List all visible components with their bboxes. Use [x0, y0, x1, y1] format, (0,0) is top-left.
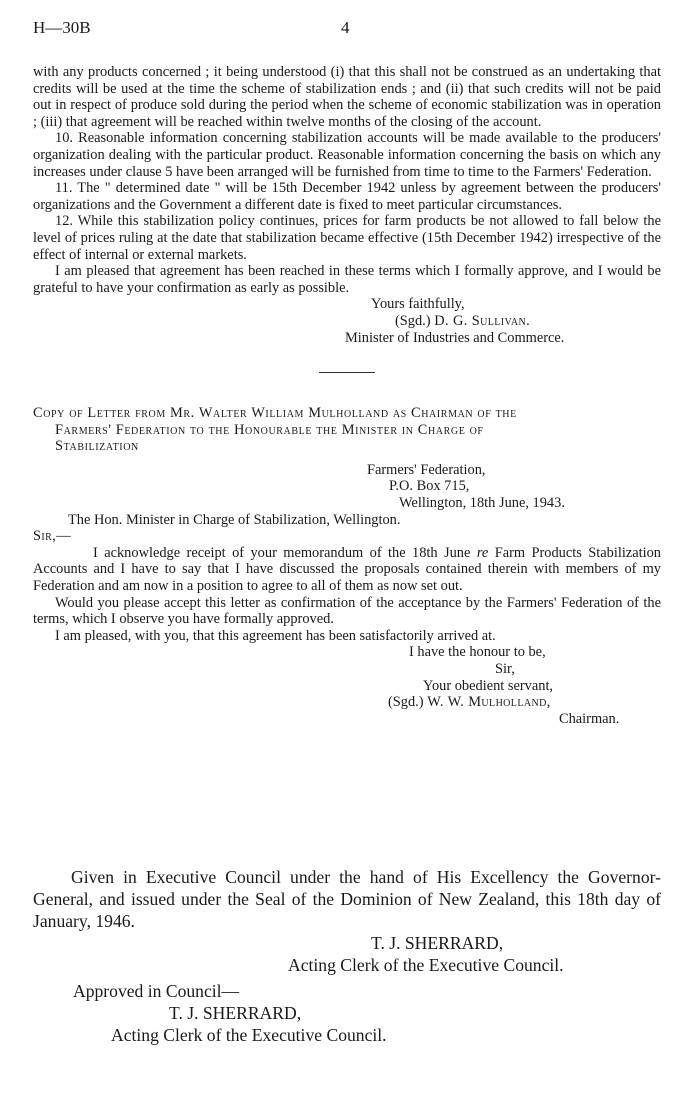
paragraph-11: 11. The " determined date " will be 15th December 1942 unless by agreement between the producers' organizations and the Government a different date is fixed to meet particular circumstances. — [33, 180, 661, 213]
letter2-paragraph-1-end: Farm Products Stabilization Accounts and I have to say that I have discussed the proposals contained therein with members of my Federation and am now in a position to agree to all of them as now set out. — [33, 544, 662, 595]
section-divider — [319, 372, 375, 373]
address-line-1: Farmers' Federation, — [367, 461, 486, 478]
letter2-paragraph-3: I am pleased, with you, that this agreement has been satisfactorily arrived at. — [55, 627, 496, 644]
letter-heading-line-2: Farmers' Federation to the Honourable the Minister in Charge of — [55, 421, 484, 438]
closing-sgd-label: (Sgd.) — [388, 694, 424, 711]
paragraph-12: 12. While this stabilization policy continues, prices for farm products be not allowed to fall below the level of prices ruling at the date that stabilization became effective (15th December 1942) irrespective of the effect of internal or external markets. — [33, 213, 661, 263]
salutation: Sir,— — [33, 528, 71, 545]
signatory-title: Minister of Industries and Commerce. — [345, 329, 565, 346]
document-body — [33, 64, 661, 727]
signature-line — [33, 313, 661, 330]
clerk-name-2: T. J. SHERRARD, — [169, 1003, 302, 1023]
recipient-line: The Hon. Minister in Charge of Stabilization, Wellington. — [68, 511, 401, 528]
address-line-2: P.O. Box 715, — [389, 478, 470, 495]
signatory-name: D. G. Sullivan. — [434, 312, 531, 329]
page-number: 4 — [341, 18, 350, 37]
clerk-title-1: Acting Clerk of the Executive Council. — [288, 955, 564, 975]
executive-council-section — [33, 866, 661, 1046]
letter2-paragraph-1 — [33, 545, 661, 595]
paragraph-approval: I am pleased that agreement has been reached in these terms which I formally approve, and I would be grateful to have your confirmation as early as possible. — [33, 263, 661, 296]
letter2-paragraph-2: Would you please accept this letter as confirmation of the acceptance by the Farmers' Federation of the terms, which I observe you have formally approved. — [33, 594, 661, 628]
sgd-label: (Sgd.) — [395, 312, 431, 329]
paragraph-10: 10. Reasonable information concerning stabilization accounts will be made available to the producers' organization dealing with the particular product. Reasonable information concerning the basis on which any increases under clause 5 have been arranged will be furnished from time to time to the Farmers' Federation. — [33, 130, 661, 180]
closing-line-1: I have the honour to be, — [409, 644, 546, 661]
paragraph-continuation: with any products concerned ; it being understood (i) that this shall not be construed as an undertaking that credits will be used at the time the scheme of stabilization ends ; and (ii) that such credits will not be paid out in respect of produce sold during the period when the scheme of economic stabilization was in operation ; (iii) that agreement will be reached within twelve months of the closing of the account. — [33, 64, 661, 130]
letter-heading-line-1: Copy of Letter from Mr. Walter William Mulholland as Chairman of the — [33, 405, 517, 422]
closing-line-3: Your obedient servant, — [423, 677, 554, 694]
closing-signature — [33, 694, 661, 711]
clerk-name-1: T. J. SHERRARD, — [371, 933, 504, 953]
given-paragraph: Given in Executive Council under the hand of His Excellency the Governor-General, and issued under the Seal of the Dominion of New Zealand, this 18th day of January, 1946. — [33, 867, 661, 931]
closing-signatory-title: Chairman. — [559, 710, 620, 727]
letter-heading-line-3: Stabilization — [55, 438, 139, 455]
re-word: re — [476, 544, 489, 561]
approved-in-council: Approved in Council— — [73, 981, 240, 1001]
sign-off: Yours faithfully, — [371, 296, 465, 313]
closing-signatory-name: W. W. Mulholland, — [427, 694, 551, 711]
page-header — [33, 18, 667, 42]
letter2-paragraph-1-start: I acknowledge receipt of your memorandum of the 18th June — [93, 544, 477, 561]
closing-line-2: Sir, — [495, 661, 515, 677]
clerk-title-2: Acting Clerk of the Executive Council. — [111, 1025, 387, 1045]
address-line-3: Wellington, 18th June, 1943. — [399, 495, 565, 512]
document-code: H—30B — [33, 18, 91, 37]
